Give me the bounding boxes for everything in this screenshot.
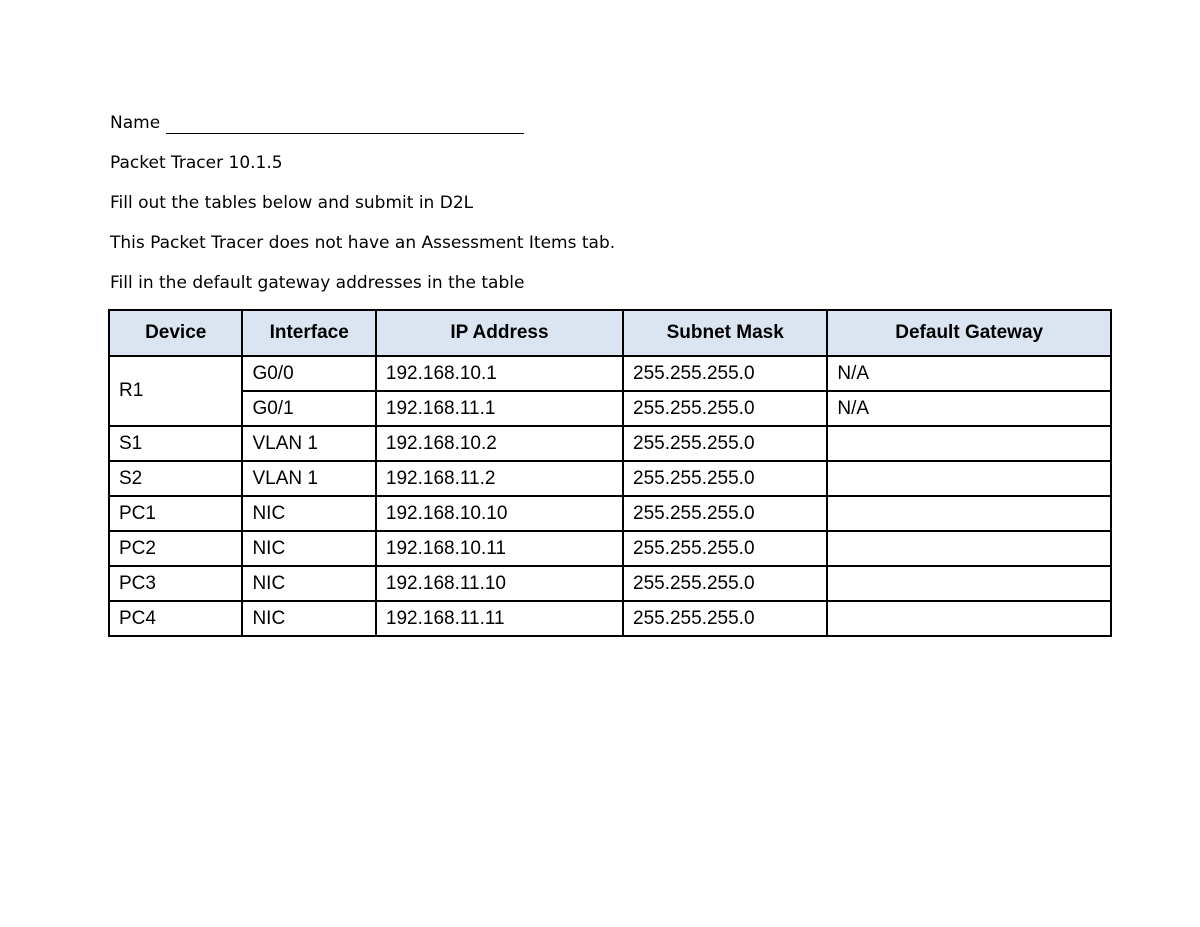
interface-cell: VLAN 1: [242, 461, 375, 496]
addressing-table: [108, 309, 1112, 637]
table-row: [109, 566, 1111, 601]
ip-address-cell: 192.168.11.1: [376, 391, 623, 426]
table-row: [109, 531, 1111, 566]
table-header-row: [109, 310, 1111, 356]
interface-cell: NIC: [242, 531, 375, 566]
ip-address-cell: 192.168.10.10: [376, 496, 623, 531]
subnet-mask-cell: 255.255.255.0: [623, 391, 827, 426]
name-field-row: [110, 112, 524, 134]
ip-address-cell: 192.168.11.11: [376, 601, 623, 636]
device-cell: R1: [109, 356, 242, 426]
table-row: [109, 391, 1111, 426]
subnet-mask-cell: 255.255.255.0: [623, 461, 827, 496]
name-label: Name: [110, 113, 161, 133]
default-gateway-cell[interactable]: [827, 496, 1111, 531]
default-gateway-cell[interactable]: N/A: [827, 356, 1111, 391]
table-row: [109, 356, 1111, 391]
device-cell: S2: [109, 461, 242, 496]
default-gateway-cell[interactable]: [827, 531, 1111, 566]
instruction-submit: Fill out the tables below and submit in D2L: [110, 193, 474, 213]
document-title: Packet Tracer 10.1.5: [110, 153, 283, 173]
default-gateway-cell[interactable]: [827, 461, 1111, 496]
interface-cell: NIC: [242, 566, 375, 601]
column-header-interface: Interface: [242, 310, 375, 356]
default-gateway-cell[interactable]: [827, 426, 1111, 461]
column-header-device: Device: [109, 310, 242, 356]
name-blank-line[interactable]: [166, 115, 524, 134]
table-row: [109, 426, 1111, 461]
ip-address-cell: 192.168.11.2: [376, 461, 623, 496]
device-cell: PC2: [109, 531, 242, 566]
subnet-mask-cell: 255.255.255.0: [623, 496, 827, 531]
interface-cell: VLAN 1: [242, 426, 375, 461]
interface-cell: NIC: [242, 496, 375, 531]
ip-address-cell: 192.168.11.10: [376, 566, 623, 601]
subnet-mask-cell: 255.255.255.0: [623, 566, 827, 601]
column-header-ip-address: IP Address: [376, 310, 623, 356]
column-header-default-gateway: Default Gateway: [827, 310, 1111, 356]
default-gateway-cell[interactable]: N/A: [827, 391, 1111, 426]
column-header-subnet-mask: Subnet Mask: [623, 310, 827, 356]
device-cell: PC4: [109, 601, 242, 636]
device-cell: S1: [109, 426, 242, 461]
ip-address-cell: 192.168.10.2: [376, 426, 623, 461]
ip-address-cell: 192.168.10.1: [376, 356, 623, 391]
ip-address-cell: 192.168.10.11: [376, 531, 623, 566]
interface-cell: NIC: [242, 601, 375, 636]
subnet-mask-cell: 255.255.255.0: [623, 531, 827, 566]
subnet-mask-cell: 255.255.255.0: [623, 356, 827, 391]
instruction-assessment-note: This Packet Tracer does not have an Assessment Items tab.: [110, 233, 616, 253]
default-gateway-cell[interactable]: [827, 601, 1111, 636]
instruction-fill-gateway: Fill in the default gateway addresses in the table: [110, 273, 525, 293]
device-cell: PC3: [109, 566, 242, 601]
default-gateway-cell[interactable]: [827, 566, 1111, 601]
interface-cell: G0/1: [242, 391, 375, 426]
subnet-mask-cell: 255.255.255.0: [623, 601, 827, 636]
table-row: [109, 461, 1111, 496]
interface-cell: G0/0: [242, 356, 375, 391]
subnet-mask-cell: 255.255.255.0: [623, 426, 827, 461]
table-row: [109, 601, 1111, 636]
table-row: [109, 496, 1111, 531]
device-cell: PC1: [109, 496, 242, 531]
